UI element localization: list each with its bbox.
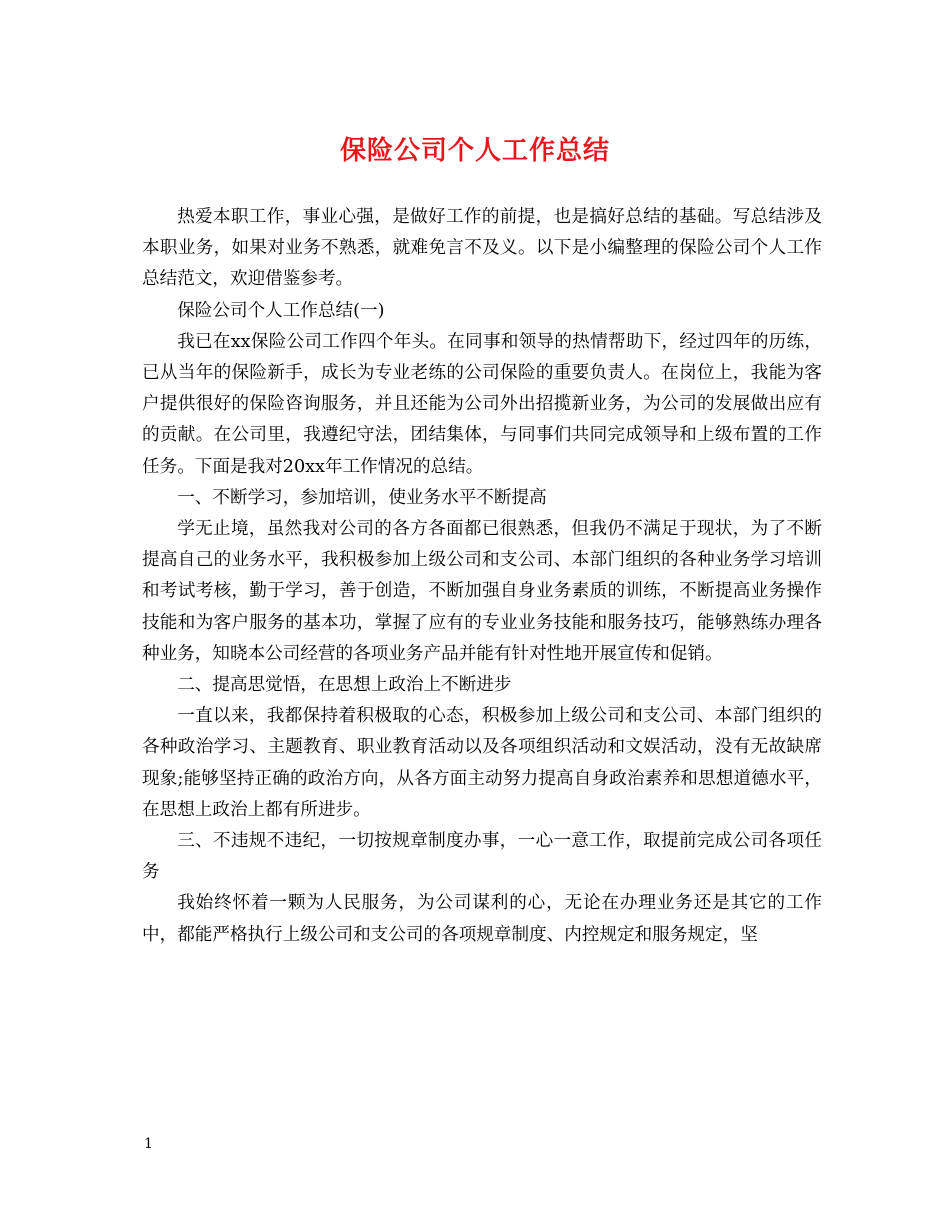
document-body [142, 202, 822, 951]
paragraph-learning: 学无止境，虽然我对公司的各方各面都已很熟悉，但我仍不满足于现状，为了不断提高自己的业务水平，我积极参加上级公司和支公司、本部门组织的各种业务学习培训和考试考核，勤于学习，善于创造，不断加强自身业务素质的训练，不断提高业务操作技能和为客户服务的基本功，掌握了应有的专业业务技能和服务技巧，能够熟练办理各种业务，知晓本公司经营的各项业务产品并能有针对性地开展宣传和促销。 [142, 519, 822, 664]
page-number: 1 [144, 1136, 153, 1152]
section-heading-3: 三、不违规不违纪，一切按规章制度办事，一心一意工作，取提前完成公司各项任务 [142, 831, 822, 883]
paragraph-political: 一直以来，我都保持着积极取的心态，积极参加上级公司和支公司、本部门组织的各种政治学习、主题教育、职业教育活动以及各项组织活动和文娱活动，没有无故缺席现象;能够坚持正确的政治方向，从各方面主动努力提高自身政治素养和思想道德水平，在思想上政治上都有所进步。 [142, 706, 822, 820]
section-heading-1: 一、不断学习，参加培训，使业务水平不断提高 [177, 487, 547, 508]
paragraph-overview: 我已在xx保险公司工作四个年头。在同事和领导的热情帮助下，经过四年的历练，已从当年的保险新手，成长为专业老练的公司保险的重要负责人。在岗位上，我能为客户提供很好的保险咨询服务，并且还能为公司外出招揽新业务，为公司的发展做出应有的贡献。在公司里，我遵纪守法，团结集体，与同事们共同完成领导和上级布置的工作任务。下面是我对20xx年工作情况的总结。 [142, 331, 822, 477]
paragraph-rules: 我始终怀着一颗为人民服务，为公司谋利的心，无论在办理业务还是其它的工作中，都能严格执行上级公司和支公司的各项规章制度、内控规定和服务规定，坚 [142, 893, 822, 945]
paragraph-intro: 热爱本职工作，事业心强，是做好工作的前提，也是搞好总结的基础。写总结涉及本职业务，如果对业务不熟悉，就难免言不及义。以下是小编整理的保险公司个人工作总结范文，欢迎借鉴参考。 [142, 207, 822, 290]
document-title: 保险公司个人工作总结 [339, 136, 610, 166]
section-heading-part-one: 保险公司个人工作总结(一) [177, 300, 385, 321]
section-heading-2: 二、提高思觉悟，在思想上政治上不断进步 [177, 675, 512, 696]
